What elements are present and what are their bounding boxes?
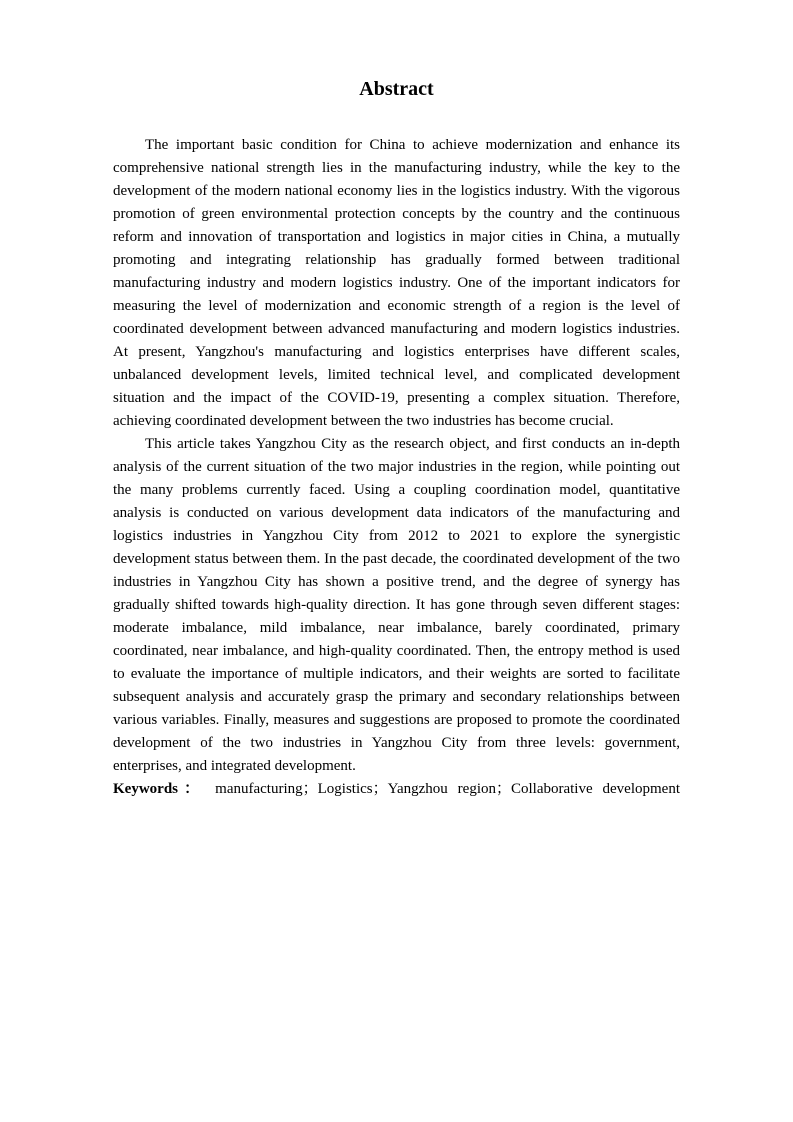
abstract-body	[113, 134, 680, 801]
page-title: Abstract	[359, 78, 434, 100]
abstract-paragraph-1: The important basic condition for China to achieve modernization and enhance its comprehensive national strength lies in the manufacturing industry, while the key to the development of the modern national economy lies in the logistics industry. With the vigorous promotion of green environmental protection concepts by the country and the continuous reform and innovation of transportation and logistics in major cities in China, a mutually promoting and integrating relationship has gradually formed between traditional manufacturing industry and modern logistics industry. One of the important indicators for measuring the level of modernization and economic strength of a region is the level of coordinated development between advanced manufacturing and modern logistics industries. At present, Yangzhou's manufacturing and logistics enterprises have different scales, unbalanced development levels, limited technical level, and complicated development situation and the impact of the COVID-19, presenting a complex situation. Therefore, achieving coordinated development between the two industries has become crucial.	[113, 137, 680, 429]
abstract-paragraph-2: This article takes Yangzhou City as the research object, and first conducts an in-depth analysis of the current situation of the two major industries in the region, while pointing out the many problems currently faced. Using a coupling coordination model, quantitative analysis is conducted on various development data indicators of the manufacturing and logistics industries in Yangzhou City from 2012 to 2021 to explore the synergistic development status between them. In the past decade, the coordinated development of the two industries in Yangzhou City has shown a positive trend, and the degree of synergy has gradually shifted towards high-quality direction. It has gone through seven different stages: moderate imbalance, mild imbalance, near imbalance, barely coordinated, primary coordinated, near imbalance, and high-quality coordinated. Then, the entropy method is used to evaluate the importance of multiple indicators, and their weights are sorted to facilitate subsequent analysis and accurately grasp the primary and secondary relationships between various variables. Finally, measures and suggestions are proposed to promote the coordinated development of the two industries in Yangzhou City from three levels: government, enterprises, and integrated development.	[113, 436, 680, 774]
keywords-text: manufacturing；Logistics；Yangzhou region；Collaborative development	[215, 781, 680, 797]
keywords-line	[113, 778, 680, 801]
keywords-label: Keywords：	[113, 781, 206, 797]
